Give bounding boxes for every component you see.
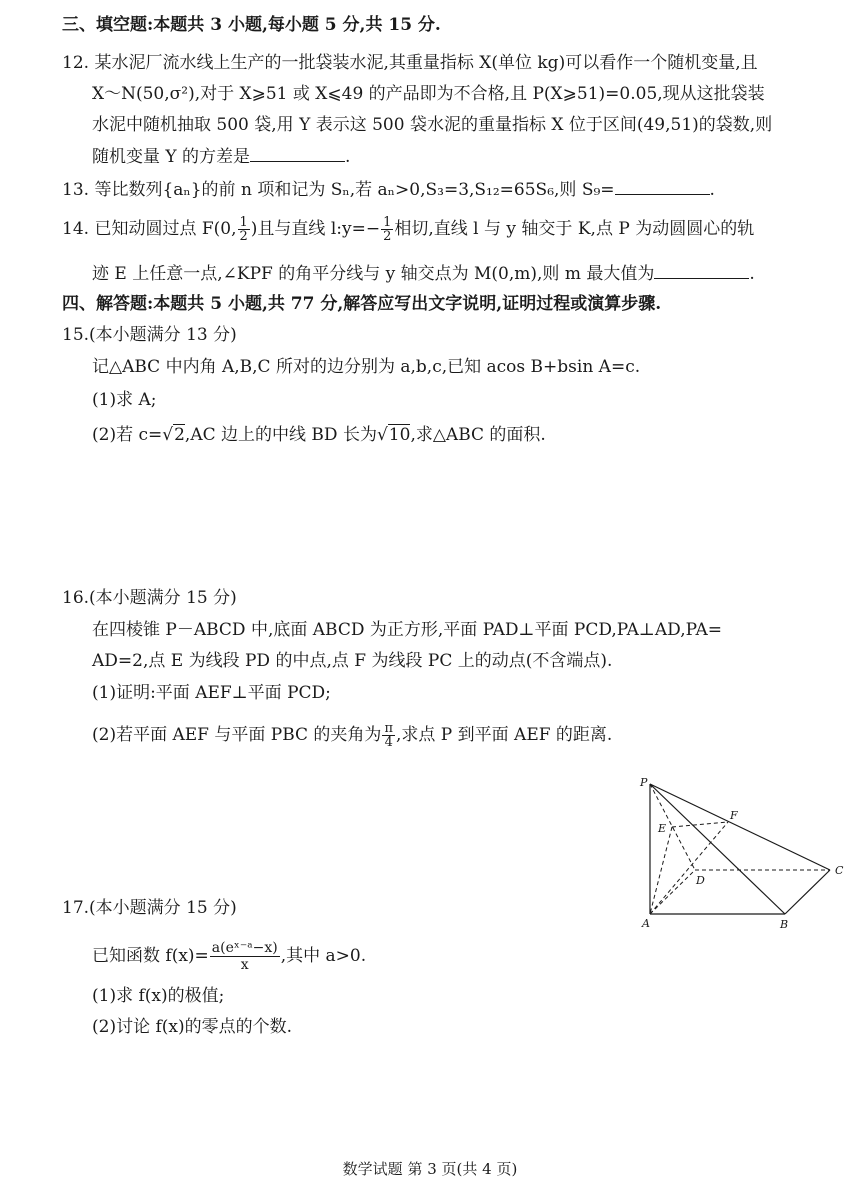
q12-line-3: 水泥中随机抽取 500 袋,用 Y 表示这 500 袋水泥的重量指标 X 位于区间(49,51)的袋数,则 bbox=[92, 115, 773, 135]
q16-line-1: 在四棱锥 P－ABCD 中,底面 ABCD 为正方形,平面 PAD⊥平面 PCD,PA⊥AD,PA= bbox=[92, 620, 723, 640]
label-a: A bbox=[642, 917, 650, 930]
answer-blank bbox=[654, 262, 749, 279]
q15-part-1: (1)求 A; bbox=[92, 390, 157, 410]
q16-part-1: (1)证明:平面 AEF⊥平面 PCD; bbox=[92, 683, 331, 703]
q16-part-2 bbox=[92, 722, 612, 749]
q12-text: 随机变量 Y 的方差是 bbox=[92, 147, 251, 167]
q16-p2-text-a: (2)若平面 AEF 与平面 PBC 的夹角为 bbox=[92, 725, 382, 745]
q12-line-2: X～N(50,σ²),对于 X⩾51 或 X⩽49 的产品即为不合格,且 P(X⩾51)=0.05,现从这批袋装 bbox=[92, 84, 765, 104]
q15-part-2: (2)若 c=√2,AC 边上的中线 BD 长为√10,求△ABC 的面积. bbox=[92, 425, 546, 445]
fraction-numerator: π bbox=[384, 721, 393, 736]
fraction-denominator: 4 bbox=[384, 735, 393, 750]
fraction-denominator: x bbox=[240, 957, 249, 973]
q16-line-2: AD=2,点 E 为线段 PD 的中点,点 F 为线段 PC 上的动点(不含端点). bbox=[92, 651, 613, 671]
q15-heading: 15.(本小题满分 13 分) bbox=[62, 325, 237, 345]
q14-point-close: ) bbox=[250, 219, 258, 239]
label-e: E bbox=[658, 822, 667, 835]
half-fraction bbox=[381, 216, 393, 243]
label-c: C bbox=[835, 864, 844, 877]
label-p: P bbox=[640, 776, 648, 789]
q17-part-2: (2)讨论 f(x)的零点的个数. bbox=[92, 1017, 293, 1037]
segment-ef bbox=[672, 822, 728, 827]
q15-p2-text-e: ,求△ABC 的面积. bbox=[410, 425, 546, 445]
answer-blank bbox=[615, 178, 710, 195]
edge-pc bbox=[650, 784, 830, 870]
q17-heading: 17.(本小题满分 15 分) bbox=[62, 898, 237, 918]
q14-line-1 bbox=[62, 216, 754, 243]
q16-heading: 16.(本小题满分 15 分) bbox=[62, 588, 237, 608]
q14-text-b: 且与直线 l:y=− bbox=[257, 219, 381, 239]
label-b: B bbox=[780, 918, 789, 931]
fraction-numerator: a(eˣ⁻ᵃ−x) bbox=[211, 940, 278, 956]
page-footer: 数学试题 第 3 页(共 4 页) bbox=[342, 1160, 518, 1178]
q12-line-1: 12. 某水泥厂流水线上生产的一批袋装水泥,其重量指标 X(单位 kg)可以看作一个随机变量,且 bbox=[62, 53, 758, 73]
q14-text-a: 14. 已知动圆过点 F bbox=[62, 219, 214, 239]
fraction-denominator: 2 bbox=[239, 229, 248, 244]
q14-text-2: 迹 E 上任意一点,∠KPF 的角平分线与 y 轴交点为 M(0,m),则 m 最大值为 bbox=[92, 264, 655, 284]
sqrt-radicand: 2 bbox=[174, 425, 185, 445]
q13-text: 13. 等比数列{aₙ}的前 n 项和记为 Sₙ,若 aₙ>0,S₃=3,S₁₂=65S₆,则 S₉= bbox=[62, 180, 615, 200]
q15-p2-text-a: (2)若 c= bbox=[92, 425, 163, 445]
q14-point-open: (0, bbox=[213, 219, 237, 239]
section-4-heading: 四、解答题:本题共 5 小题,共 77 分,解答应写出文字说明,证明过程或演算步骤. bbox=[62, 294, 662, 314]
q12-line-4: 随机变量 Y 的方差是 . bbox=[92, 147, 351, 167]
edge-ad bbox=[650, 870, 695, 914]
half-fraction bbox=[238, 216, 250, 243]
q14-line-2: 迹 E 上任意一点,∠KPF 的角平分线与 y 轴交点为 M(0,m),则 m 最大值为 . bbox=[92, 264, 755, 284]
label-d: D bbox=[696, 874, 705, 887]
q15-stem: 记△ABC 中内角 A,B,C 所对的边分别为 a,b,c,已知 acos B+bsin A=c. bbox=[92, 357, 641, 377]
q14-text-c: 相切,直线 l 与 y 轴交于 K,点 P 为动圆圆心的轨 bbox=[394, 219, 755, 239]
pi-over-4-fraction bbox=[382, 722, 395, 749]
sqrt-radicand: 10 bbox=[388, 425, 411, 445]
fraction-numerator: 1 bbox=[239, 215, 248, 230]
pyramid-figure bbox=[630, 772, 850, 932]
edge-bc bbox=[785, 870, 830, 914]
answer-blank bbox=[250, 145, 345, 162]
q16-p2-text-b: ,求点 P 到平面 AEF 的距离. bbox=[395, 725, 613, 745]
q15-p2-text-c: ,AC 边上的中线 BD 长为 bbox=[184, 425, 377, 445]
q13-line: 13. 等比数列{aₙ}的前 n 项和记为 Sₙ,若 aₙ>0,S₃=3,S₁₂=65S₆,则 S₉= . bbox=[62, 180, 715, 200]
fraction-denominator: 2 bbox=[383, 229, 392, 244]
fraction-numerator: 1 bbox=[383, 215, 392, 230]
q17-text-b: ,其中 a>0. bbox=[280, 946, 367, 966]
q17-text-a: 已知函数 f(x)= bbox=[92, 946, 209, 966]
label-f: F bbox=[730, 809, 738, 822]
q17-part-1: (1)求 f(x)的极值; bbox=[92, 986, 225, 1006]
section-3-heading: 三、填空题:本题共 3 小题,每小题 5 分,共 15 分. bbox=[62, 15, 441, 35]
function-fraction bbox=[210, 940, 280, 973]
q17-stem bbox=[92, 940, 366, 973]
